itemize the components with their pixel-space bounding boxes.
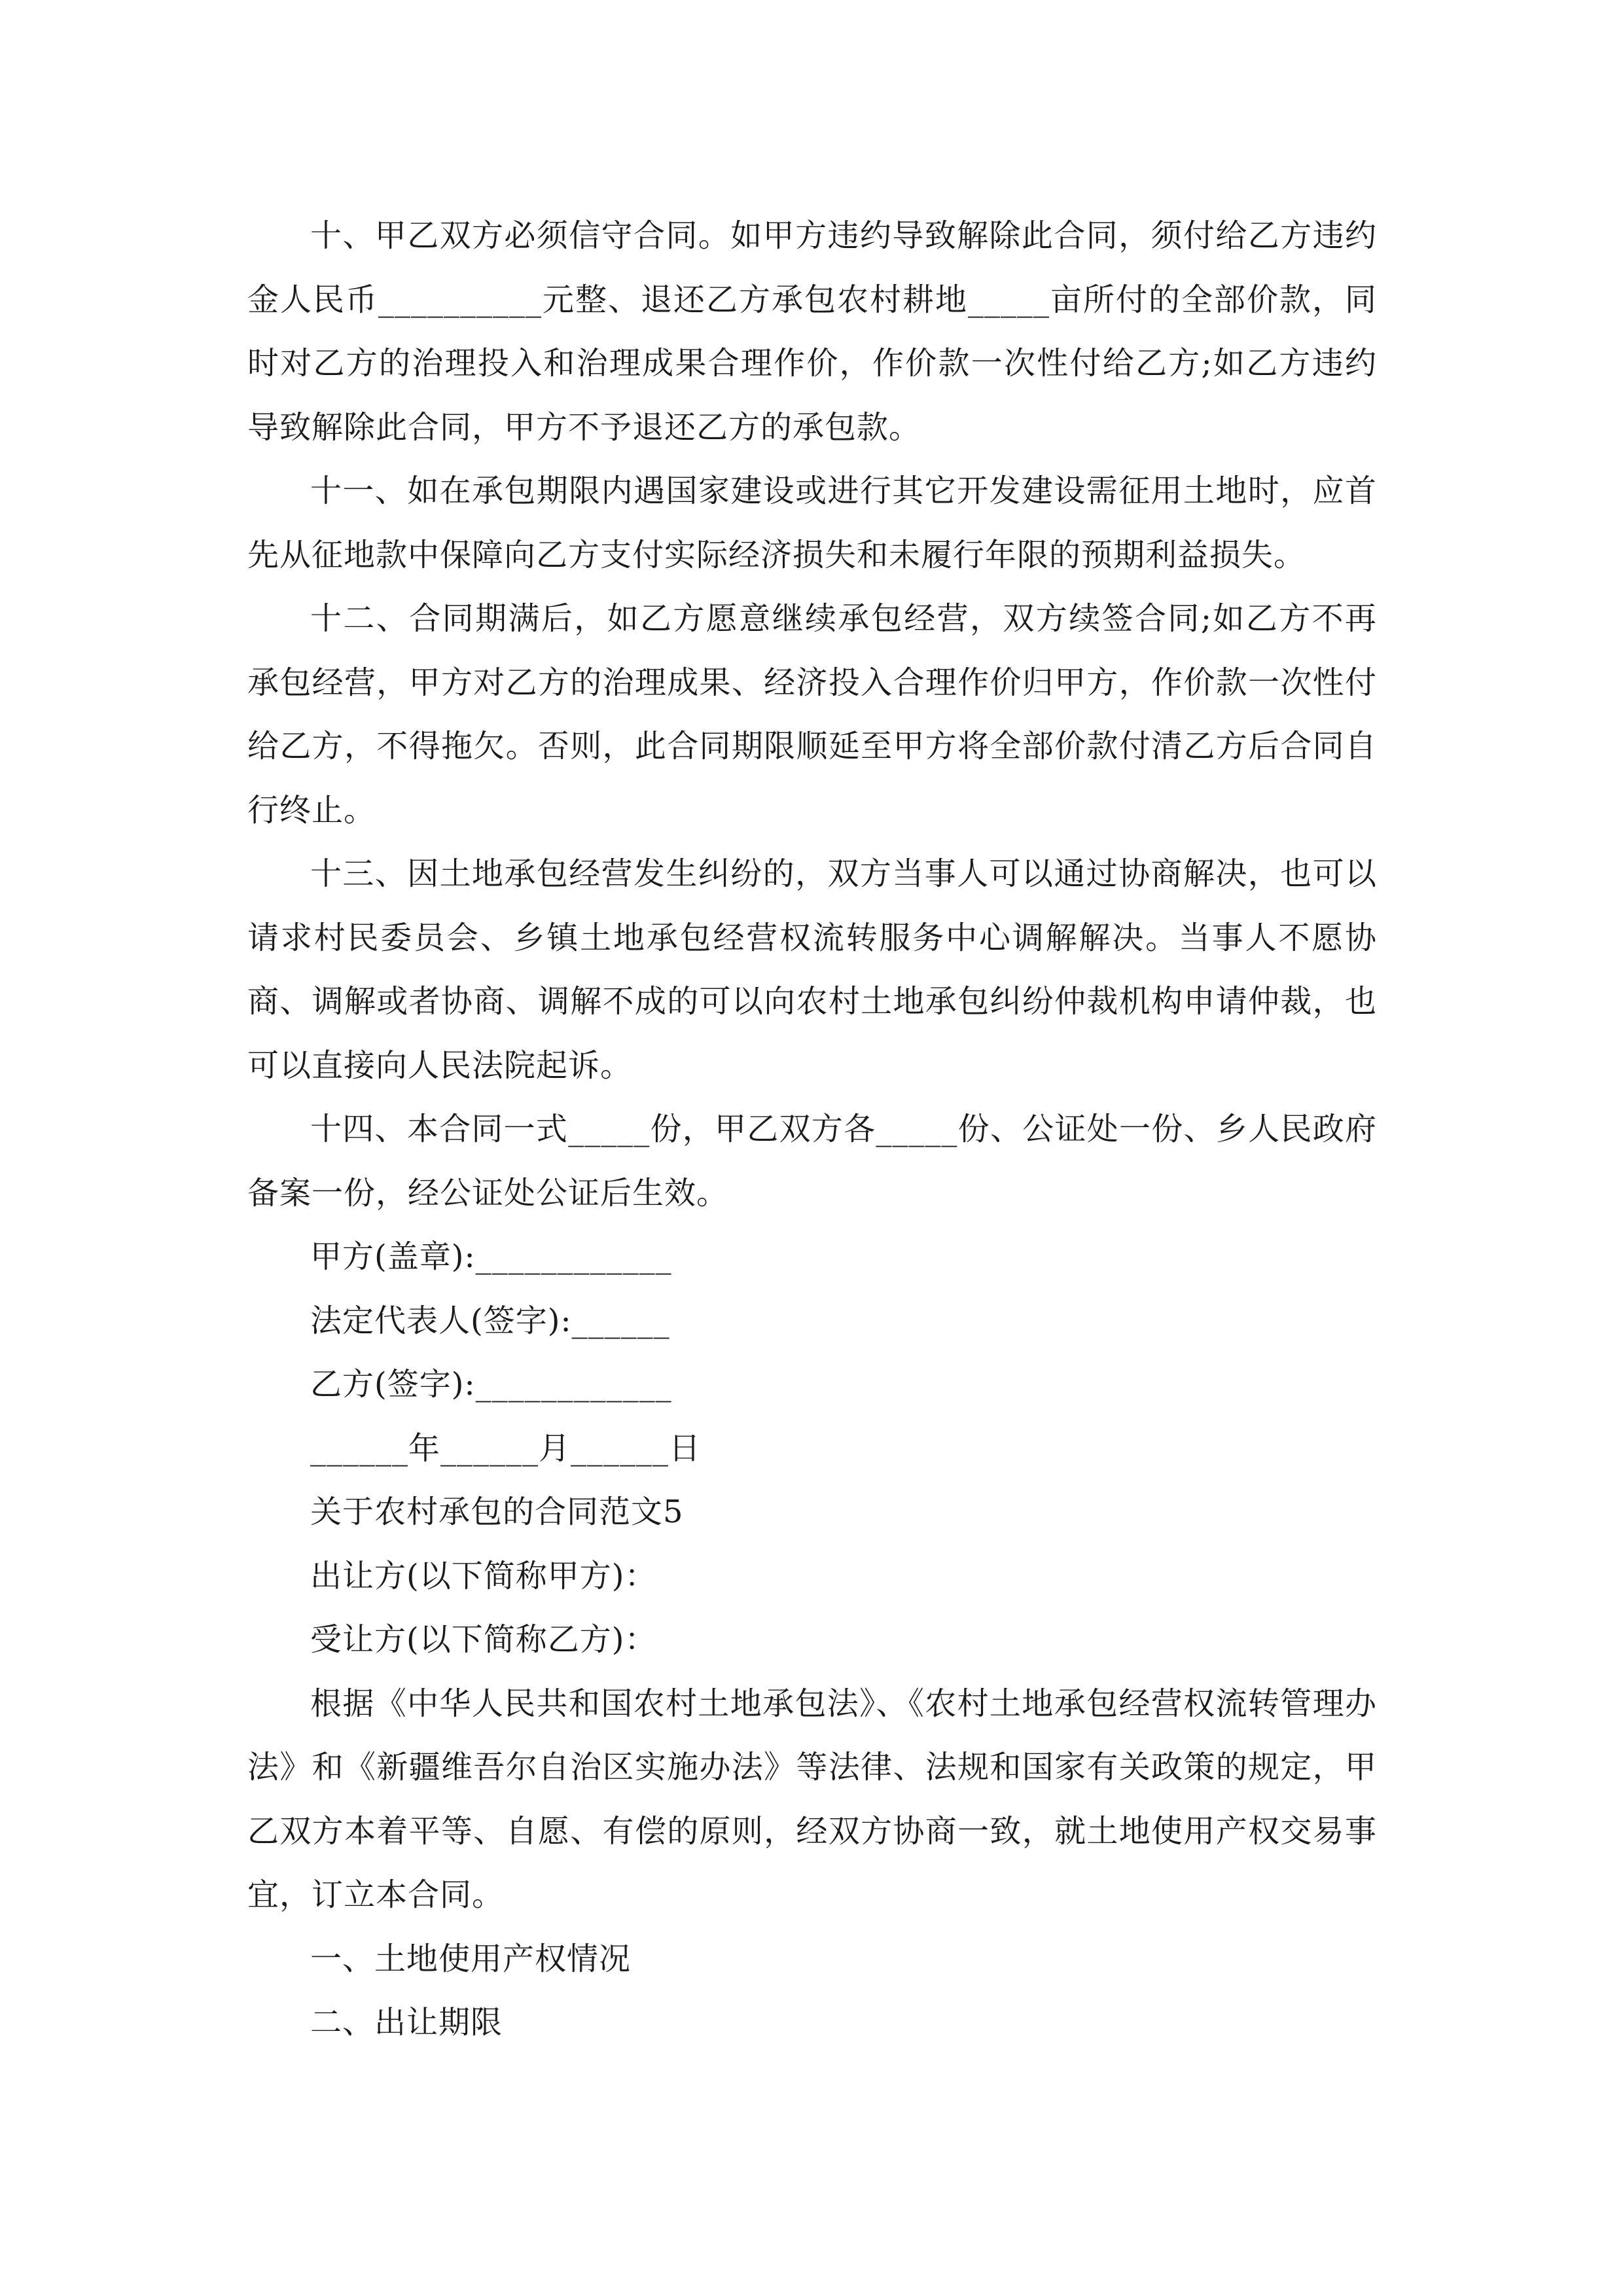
party-b-signature-line: 乙方(签字):____________ bbox=[310, 1366, 672, 1403]
clause-12-paragraph: 十二、合同期满后，如乙方愿意继续承包经营，双方续签合同;如乙方不再承包经营，甲方对乙方的治理成果、经济投入合理作价归甲方，作价款一次性付给乙方，不得拖欠。否则，此合同期限顺延至甲方将全部价款付清乙方后合同自行终止。 bbox=[247, 600, 1377, 829]
clause-11-paragraph: 十一、如在承包期限内遇国家建设或进行其它开发建设需征用土地时，应首先从征地款中保障向乙方支付实际经济损失和未履行年限的预期利益损失。 bbox=[247, 473, 1377, 573]
transferee-line: 受让方(以下简称乙方)： bbox=[310, 1621, 657, 1658]
clause-13-paragraph: 十三、因土地承包经营发生纠纷的，双方当事人可以通过协商解决，也可以请求村民委员会、乡镇土地承包经营权流转服务中心调解解决。当事人不愿协商、调解或者协商、调解不成的可以向农村土地承包纠纷仲裁机构申请仲裁，也可以直接向人民法院起诉。 bbox=[247, 855, 1377, 1084]
transferor-line: 出让方(以下简称甲方)： bbox=[310, 1557, 657, 1594]
date-line: ______年______月______日 bbox=[310, 1429, 702, 1467]
clause-14-paragraph: 十四、本合同一式_____份，甲乙双方各_____份、公证处一份、乡人民政府备案一份，经公证处公证后生效。 bbox=[247, 1111, 1377, 1211]
heading-land-use-rights: 一、土地使用产权情况 bbox=[310, 1940, 632, 1977]
clause-10-paragraph: 十、甲乙双方必须信守合同。如甲方违约导致解除此合同，须付给乙方违约金人民币__________元整、退还乙方承包农村耕地_____亩所付的全部价款，同时对乙方的治理投入和治理成果合理作价，作价款一次性付给乙方;如乙方违约导致解除此合同，甲方不予退还乙方的承包款。 bbox=[247, 217, 1377, 446]
section-title: 关于农村承包的合同范文5 bbox=[310, 1494, 684, 1530]
intro-paragraph: 根据《中华人民共和国农村土地承包法》、《农村土地承包经营权流转管理办法》和《新疆维吾尔自治区实施办法》等法律、法规和国家有关政策的规定，甲乙双方本着平等、自愿、有偿的原则，经双方协商一致，就土地使用产权交易事宜，订立本合同。 bbox=[247, 1685, 1377, 1913]
document-body bbox=[247, 204, 1377, 2055]
party-a-seal-line: 甲方(盖章):____________ bbox=[310, 1238, 672, 1275]
heading-transfer-period: 二、出让期限 bbox=[310, 2004, 503, 2041]
legal-representative-line: 法定代表人(签字):______ bbox=[310, 1302, 670, 1339]
